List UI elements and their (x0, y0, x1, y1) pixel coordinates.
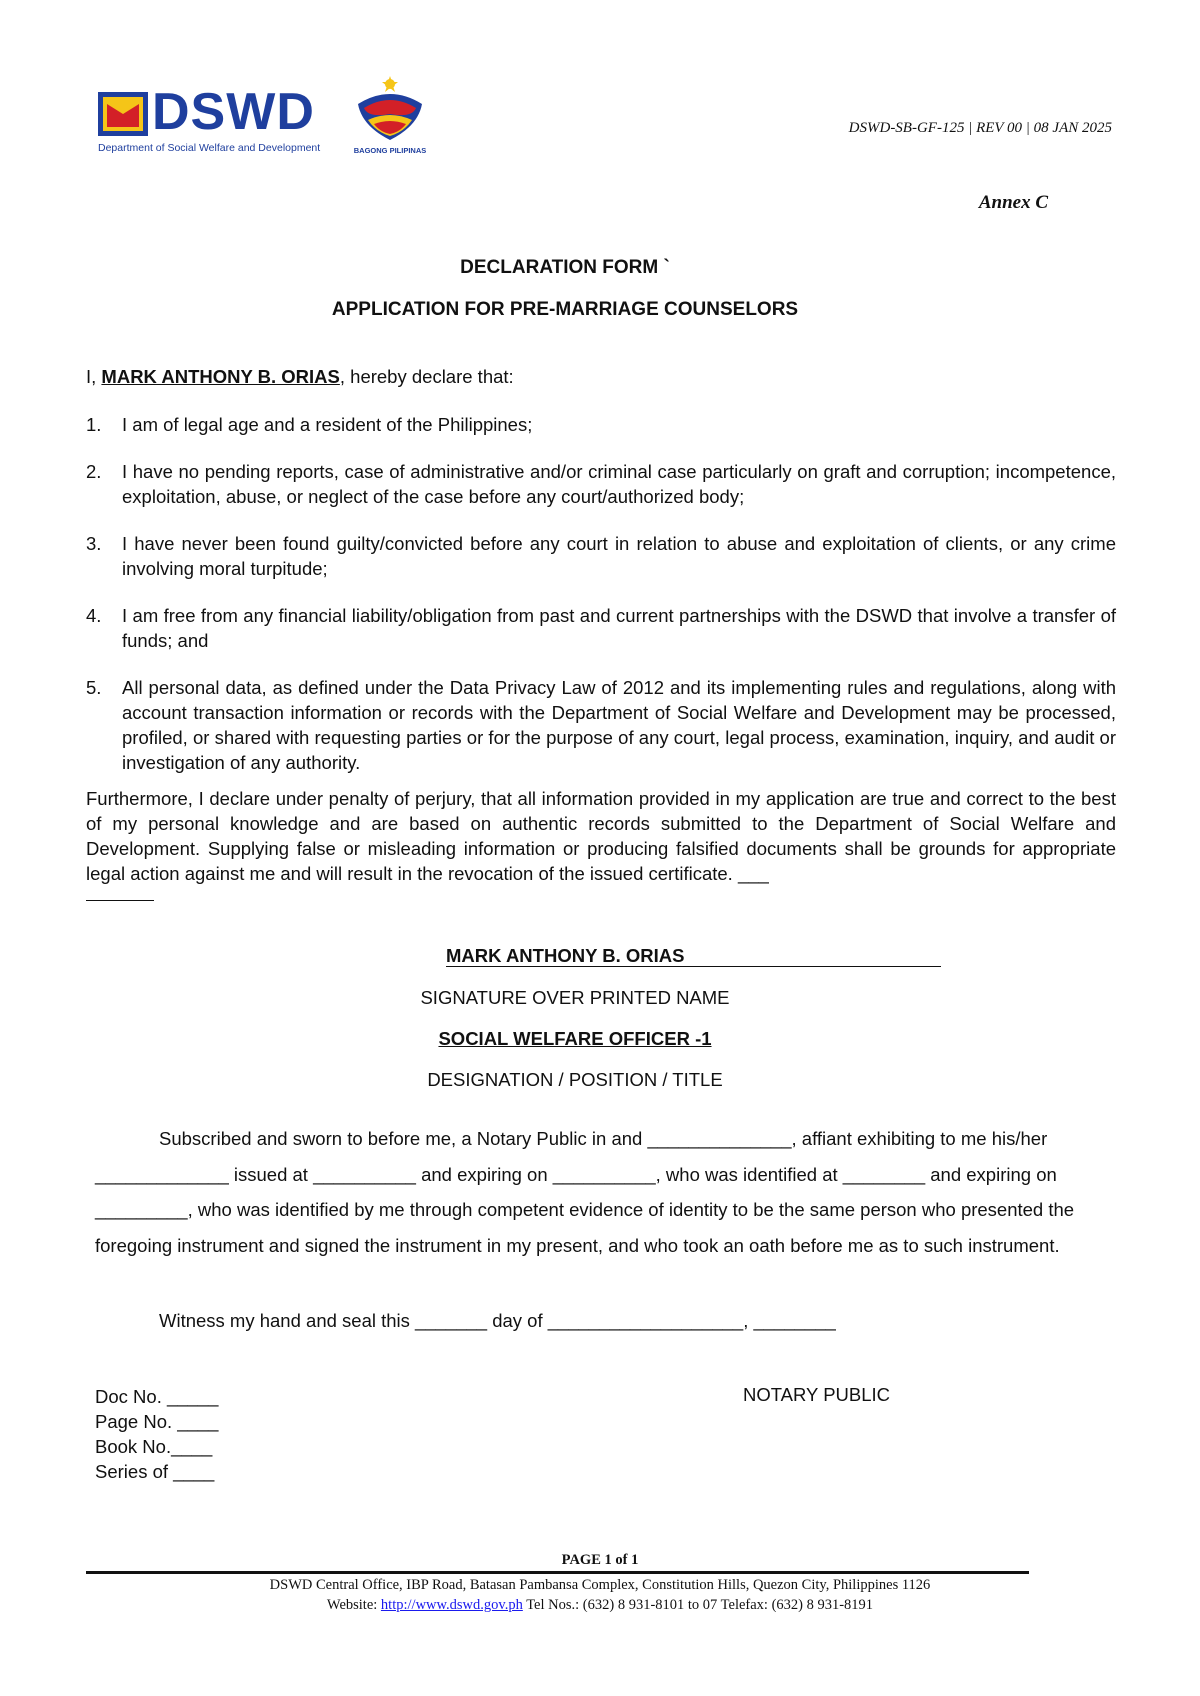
signature-dash-line (86, 900, 154, 901)
list-item-number: 4. (86, 605, 102, 626)
notary-jurat-text: Subscribed and sworn to before me, a Notary Public in and ______________, affiant exhibiting to me his/her _____________ issued at __________ and expiring on __________, who was identified at ________ and expiring on _________, who was identified by me through competent evidence of identity to be the same person who presented the foregoing instrument and signed the instrument in my present, and who took an oath before me as to such instrument. (95, 1128, 1075, 1256)
intro-prefix: I, (86, 366, 102, 387)
designation-value: SOCIAL WELFARE OFFICER -1 (438, 1028, 712, 1049)
declaration-intro (86, 366, 514, 388)
bagong-pilipinas-logo (344, 74, 436, 158)
list-item-number: 3. (86, 533, 102, 554)
page-number: PAGE 1 of 1 (561, 1552, 639, 1568)
list-item-number: 2. (86, 461, 102, 482)
book-no: Book No.____ (95, 1436, 213, 1457)
list-item-text: I have no pending reports, case of administrative and/or criminal case particularly on graft and corruption; incompetence, exploitation, abuse, or neglect of the case before any court/authorized body; (122, 461, 1116, 507)
signatory-name: MARK ANTHONY B. ORIAS (446, 945, 685, 966)
form-subtitle: APPLICATION FOR PRE-MARRIAGE COUNSELORS (331, 299, 799, 320)
witness-line: Witness my hand and seal this _______ day of ___________________, ________ (159, 1310, 836, 1331)
list-item-text: All personal data, as defined under the Data Privacy Law of 2012 and its implementing rules and regulations, along with account transaction information or records with the Department of Social Welfare and Development may be processed, profiled, or shared with requesting parties or for the purpose of any court, legal process, examination, inquiry, and audit or investigation of any authority. (122, 677, 1116, 773)
declaration-list (86, 412, 1116, 797)
list-item-text: I have never been found guilty/convicted before any court in relation to abuse and exploitation of clients, or any crime involving moral turpitude; (122, 533, 1116, 579)
list-item-number: 1. (86, 414, 102, 435)
list-item-number: 5. (86, 677, 102, 698)
dswd-logo-text: DSWD (152, 83, 315, 141)
bagong-pilipinas-emblem-icon (344, 74, 436, 146)
list-item (86, 603, 1116, 653)
bagong-pilipinas-text: BAGONG PILIPINAS (353, 146, 427, 155)
dswd-emblem-icon (98, 92, 148, 136)
notarial-register (95, 1384, 218, 1484)
designation-label: DESIGNATION / POSITION / TITLE (427, 1069, 723, 1090)
list-item-text: I am free from any financial liability/obligation from past and current partnerships with the DSWD that involve a transfer of funds; and (122, 605, 1116, 651)
dswd-logo (98, 83, 330, 160)
form-title: DECLARATION FORM ` (460, 257, 670, 278)
contact-numbers: Tel Nos.: (632) 8 931-8101 to 07 Telefax: (632) 8 931-8191 (522, 1597, 874, 1613)
list-item (86, 412, 1116, 437)
list-item (86, 675, 1116, 775)
declarant-name: MARK ANTHONY B. ORIAS (101, 366, 340, 387)
document-code: DSWD-SB-GF-125 | REV 00 | 08 JAN 2025 (848, 120, 1112, 136)
doc-no: Doc No. _____ (95, 1386, 219, 1407)
page-no: Page No. ____ (95, 1411, 219, 1432)
list-item (86, 459, 1116, 509)
notary-public-label: NOTARY PUBLIC (743, 1384, 891, 1405)
footer-contact (0, 1597, 1200, 1614)
signature-label: SIGNATURE OVER PRINTED NAME (420, 987, 730, 1008)
notary-jurat (95, 1121, 1105, 1263)
signature-line (446, 966, 941, 967)
intro-suffix: , hereby declare that: (339, 366, 514, 387)
website-label: Website: (326, 1597, 381, 1613)
footer-divider (86, 1571, 1029, 1574)
series-of: Series of ____ (95, 1461, 215, 1482)
list-item (86, 531, 1116, 581)
list-item-text: I am of legal age and a resident of the Philippines; (122, 414, 533, 435)
website-link[interactable]: http://www.dswd.gov.ph (380, 1597, 523, 1613)
annex-label: Annex C (978, 192, 1048, 213)
perjury-statement: Furthermore, I declare under penalty of perjury, that all information provided in my application are true and correct to the best of my personal knowledge and are based on authentic records submitted to the Department of Social Welfare and Development. Supplying false or misleading information or producing falsified documents shall be grounds for appropriate legal action against me and will result in the revocation of the issued certificate. ___ (86, 788, 1116, 884)
dswd-logo-subtitle: Department of Social Welfare and Development (98, 142, 321, 154)
footer-address: DSWD Central Office, IBP Road, Batasan Pambansa Complex, Constitution Hills, Quezon City, Philippines 1126 (269, 1577, 931, 1593)
